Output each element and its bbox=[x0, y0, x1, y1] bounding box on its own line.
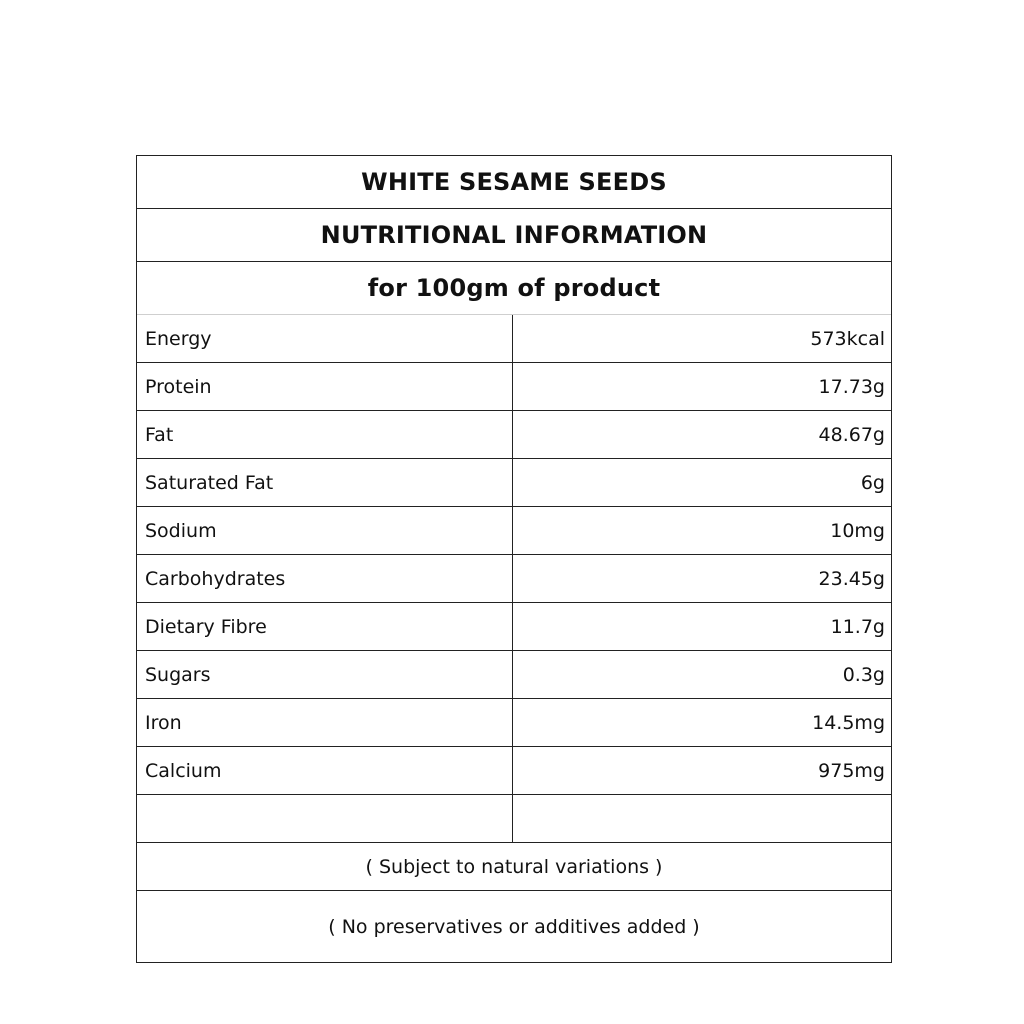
nutrient-name: Dietary Fibre bbox=[137, 603, 513, 650]
serving-basis: for 100gm of product bbox=[137, 262, 891, 315]
nutrient-name: Sugars bbox=[137, 651, 513, 698]
nutrient-name: Protein bbox=[137, 363, 513, 410]
nutrition-table bbox=[136, 155, 892, 963]
nutrient-value: 17.73g bbox=[818, 375, 885, 398]
nutrient-value bbox=[513, 795, 891, 842]
table-row bbox=[137, 651, 891, 699]
nutrient-name bbox=[137, 795, 513, 842]
table-row bbox=[137, 315, 891, 363]
nutrient-name: Saturated Fat bbox=[137, 459, 513, 506]
nutrient-value: 11.7g bbox=[830, 615, 885, 638]
table-row bbox=[137, 555, 891, 603]
table-row bbox=[137, 411, 891, 459]
table-row bbox=[137, 603, 891, 651]
product-title: WHITE SESAME SEEDS bbox=[137, 156, 891, 209]
table-row bbox=[137, 507, 891, 555]
table-row bbox=[137, 747, 891, 795]
nutrient-value: 6g bbox=[860, 471, 885, 494]
nutrient-value: 975mg bbox=[818, 759, 885, 782]
nutrient-value: 14.5mg bbox=[812, 711, 885, 734]
nutrient-name: Iron bbox=[137, 699, 513, 746]
empty-table-row bbox=[137, 795, 891, 843]
nutrient-value: 573kcal bbox=[810, 327, 885, 350]
variation-note: ( Subject to natural variations ) bbox=[137, 843, 891, 891]
table-row bbox=[137, 459, 891, 507]
table-row bbox=[137, 363, 891, 411]
nutrient-value: 23.45g bbox=[818, 567, 885, 590]
nutrient-name: Energy bbox=[137, 315, 513, 362]
nutrient-value: 10mg bbox=[830, 519, 885, 542]
nutrient-name: Calcium bbox=[137, 747, 513, 794]
table-heading: NUTRITIONAL INFORMATION bbox=[137, 209, 891, 262]
nutrient-value: 48.67g bbox=[818, 423, 885, 446]
nutrient-name: Fat bbox=[137, 411, 513, 458]
nutrient-name: Sodium bbox=[137, 507, 513, 554]
nutrient-name: Carbohydrates bbox=[137, 555, 513, 602]
nutrient-value: 0.3g bbox=[842, 663, 885, 686]
preservatives-note: ( No preservatives or additives added ) bbox=[328, 915, 700, 938]
table-row bbox=[137, 699, 891, 747]
